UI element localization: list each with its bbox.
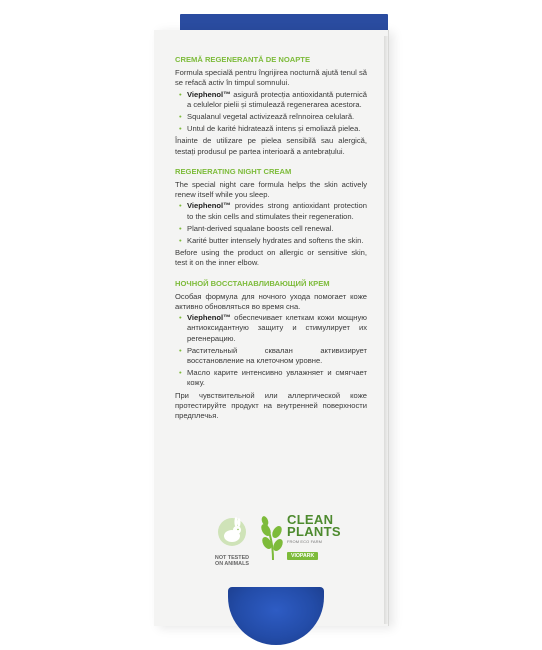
bullet-text: Plant-derived squalane boosts cell renewal.	[187, 223, 334, 233]
clean-subtitle: FROM ECO FARM	[287, 539, 323, 544]
brand-name: Viephenol™	[187, 89, 231, 99]
bullet-body: asigură protecția antioxidantă puternică a celulelor pielii și stimulează regenerarea acestora.	[187, 89, 367, 109]
list-item	[179, 112, 367, 122]
list-item	[179, 201, 367, 221]
usage-note: Before using the product on allergic or sensitive skin, test it on the inner elbow.	[175, 248, 367, 268]
usage-note: При чувствительной или аллергической коже протестируйте продукт на внутренней поверхности предплечья.	[175, 390, 367, 421]
bullet-body: обеспечивает клеткам кожи мощную антиоксидантную защиту и стимулирует их регенерацию.	[187, 313, 367, 343]
clean-line-1: CLEAN	[287, 512, 334, 527]
bullet-body: provides strong antioxidant protection to the skin cells and stimulates their regeneration.	[187, 201, 367, 221]
list-item	[179, 346, 367, 366]
list-item	[179, 124, 367, 134]
usage-note: Înainte de utilizare pe pielea sensibilă sau alergică, testați produsul pe partea interioară a antebrațului.	[175, 136, 367, 156]
bullet-text	[187, 90, 367, 110]
ingredients-text-column	[175, 55, 367, 431]
bullet-text: Масло карите интенсивно увлажняет и смягчает кожу.	[187, 368, 367, 388]
section-romanian	[175, 55, 367, 157]
bullet-text	[187, 201, 367, 221]
intro-text: Особая формула для ночного ухода помогает коже активно обновляться во время сна.	[175, 291, 367, 312]
not-tested-line-1: NOT TESTED	[214, 555, 250, 561]
bullet-text: Растительный сквалан активизирует восстановление на клеточном уровне.	[187, 345, 367, 366]
bullet-icon: •	[179, 112, 182, 122]
list-item	[179, 236, 367, 246]
list-item	[179, 313, 367, 344]
list-item	[179, 224, 367, 234]
not-tested-line-2: ON ANIMALS	[215, 561, 249, 567]
bullet-icon: •	[179, 236, 182, 246]
bullet-icon: •	[179, 313, 182, 323]
bullet-icon: •	[179, 124, 182, 134]
brand-name: Viephenol™	[187, 201, 231, 211]
bullet-icon: •	[179, 345, 182, 355]
clean-line-2: PLANTS	[287, 524, 341, 539]
tube-cap	[228, 587, 324, 645]
brand-name: Viephenol™	[187, 313, 231, 323]
bullet-icon: •	[179, 368, 182, 378]
intro-text: Formula specială pentru îngrijirea nocturnă ajută tenul să se refacă activ în timpul somnului.	[175, 68, 367, 88]
clean-plants-badge	[259, 512, 359, 572]
leaf-sprig-icon	[259, 516, 287, 562]
bullet-icon: •	[179, 201, 182, 211]
not-tested-on-animals-badge	[209, 514, 255, 570]
section-english	[175, 167, 367, 269]
bullet-icon: •	[179, 223, 182, 233]
bullet-text	[187, 313, 367, 344]
bullet-text: Squalanul vegetal activizează reînnoirea celulară.	[187, 112, 355, 122]
rabbit-icon	[217, 514, 247, 550]
section-heading: REGENERATING NIGHT CREAM	[175, 166, 292, 176]
bullet-icon: •	[179, 89, 182, 99]
section-heading: НОЧНОЙ ВОССТАНАВЛИВАЮЩИЙ КРЕМ	[175, 278, 330, 288]
intro-text: The special night care formula helps the skin actively renew itself while you sleep.	[175, 180, 367, 200]
list-item	[179, 90, 367, 110]
section-heading: CREMĂ REGENERANTĂ DE NOAPTE	[175, 55, 311, 64]
list-item	[179, 368, 367, 388]
bullet-text: Untul de karité hidratează intens și emoliază pielea.	[187, 124, 361, 134]
clean-plants-text	[287, 514, 341, 562]
box-side-edge	[384, 36, 388, 624]
section-russian	[175, 279, 367, 422]
certification-logos	[209, 512, 369, 572]
viopark-logo: VIOPARK	[287, 552, 318, 560]
bullet-text: Karité butter intensely hydrates and softens the skin.	[187, 236, 364, 246]
